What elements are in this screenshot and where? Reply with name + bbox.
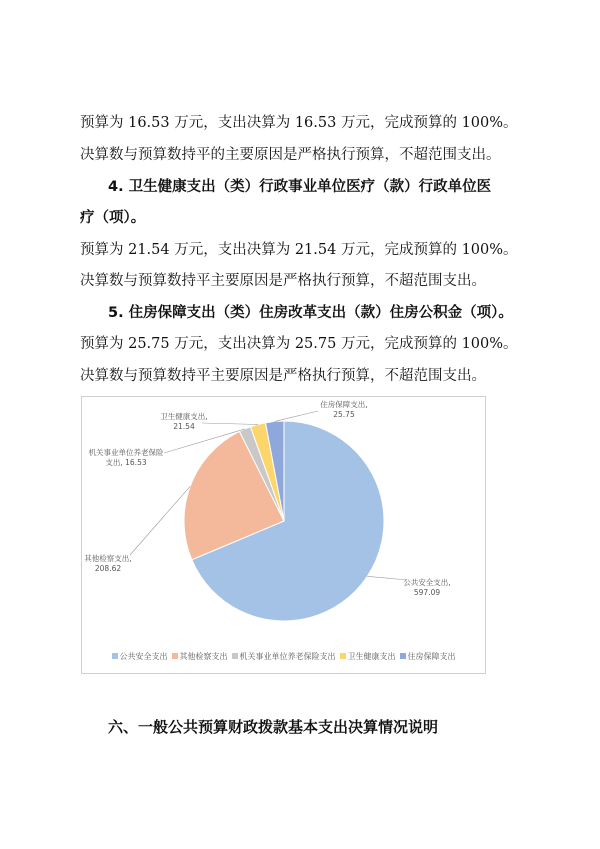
legend-label-0: 公共安全支出 — [119, 652, 168, 661]
legend-item-0 — [112, 651, 168, 662]
slice-label-value-1: 208.62 — [94, 564, 122, 573]
slice-label-value-3: 21.54 — [173, 422, 195, 431]
heading-item-4-cont: 疗（项）。 — [80, 210, 146, 226]
legend-item-2 — [232, 651, 336, 662]
text-line-1: 预算为 16.53 万元，支出决算为 16.53 万元，完成预算的 100%。 — [80, 115, 518, 131]
heading-item-4: 4. 卫生健康支出（类）行政事业单位医疗（款）行政单位医 — [108, 179, 492, 195]
legend-swatch-2 — [232, 653, 238, 659]
slice-label-value-2: 支出, 16.53 — [105, 458, 147, 467]
slice-label-name-1: 其他检察支出, — [84, 554, 132, 563]
legend-swatch-3 — [340, 653, 346, 659]
pie-chart — [81, 396, 486, 674]
legend-item-3 — [340, 651, 396, 662]
leader-line-3 — [202, 423, 258, 424]
legend-swatch-1 — [172, 653, 178, 659]
chart-legend — [82, 651, 485, 662]
legend-label-3: 卫生健康支出 — [347, 652, 396, 661]
slice-label-name-0: 公共安全支出, — [403, 578, 451, 587]
slice-label-value-4: 25.75 — [333, 410, 355, 419]
text-line-4: 决算数与预算数持平主要原因是严格执行预算，不超范围支出。 — [80, 273, 486, 289]
leader-line-1 — [130, 486, 190, 555]
slice-label-name-2: 机关事业单位养老保险 — [88, 448, 164, 457]
pie-chart-svg — [82, 397, 485, 647]
legend-item-4 — [400, 651, 456, 662]
text-line-2: 决算数与预算数持平的主要原因是严格执行预算，不超范围支出。 — [80, 147, 501, 163]
section-heading: 六、一般公共预算财政拨款基本支出决算情况说明 — [108, 718, 439, 736]
legend-label-2: 机关事业单位养老保险支出 — [239, 652, 336, 661]
legend-label-4: 住房保障支出 — [407, 652, 456, 661]
slice-label-name-4: 住房保障支出, — [320, 400, 368, 409]
legend-swatch-0 — [112, 653, 118, 659]
text-line-5: 预算为 25.75 万元，支出决算为 25.75 万元，完成预算的 100%。 — [80, 336, 518, 352]
legend-swatch-4 — [400, 653, 406, 659]
slice-label-name-3: 卫生健康支出, — [160, 412, 208, 421]
heading-item-5: 5. 住房保障支出（类）住房改革支出（款）住房公积金（项）。 — [108, 305, 513, 321]
text-line-3: 预算为 21.54 万元，支出决算为 21.54 万元，完成预算的 100%。 — [80, 242, 518, 258]
legend-label-1: 其他检察支出 — [179, 652, 228, 661]
text-line-6: 决算数与预算数持平主要原因是严格执行预算，不超范围支出。 — [80, 368, 486, 384]
slice-label-value-0: 597.09 — [413, 588, 441, 597]
leader-line-0 — [367, 576, 407, 580]
legend-item-1 — [172, 651, 228, 662]
leader-line-4 — [275, 411, 318, 421]
